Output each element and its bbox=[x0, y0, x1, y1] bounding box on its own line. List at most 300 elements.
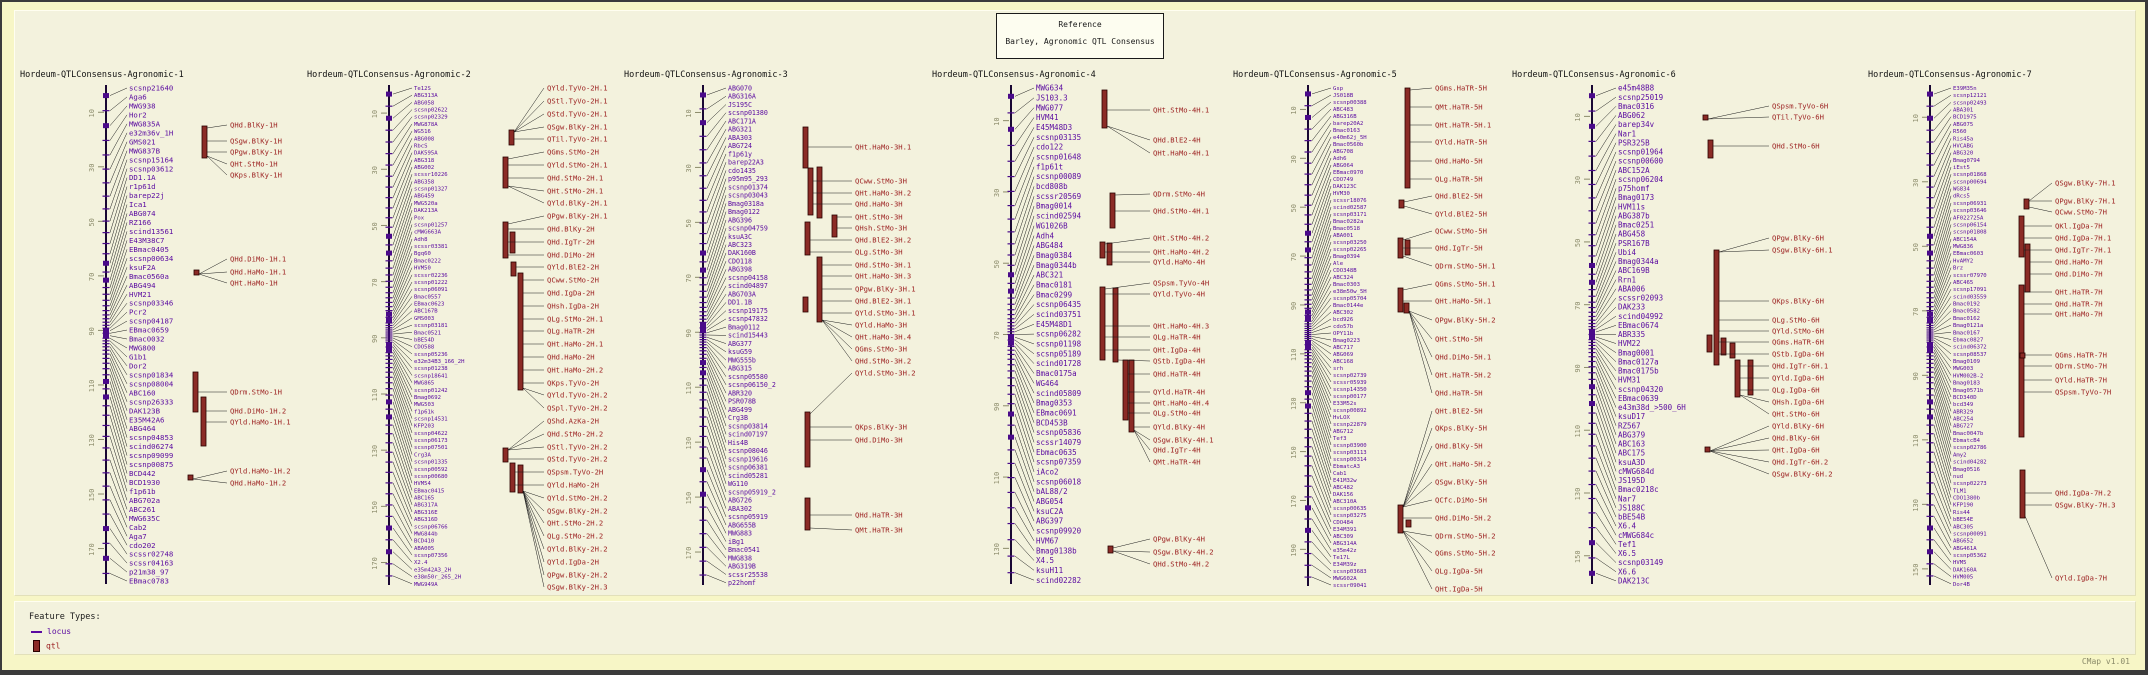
locus-label[interactable]: Bmac0299 bbox=[1036, 290, 1073, 300]
qtl-label[interactable]: QHt.HaTR-7H bbox=[2055, 287, 2103, 297]
locus-label[interactable]: scind06372 bbox=[1953, 344, 1987, 351]
qtl-point-marker[interactable] bbox=[2020, 353, 2025, 358]
locus-label[interactable]: E45M48D3 bbox=[1036, 122, 1073, 132]
locus-label[interactable]: scind15443 bbox=[728, 331, 768, 340]
locus-label[interactable]: DAK213A bbox=[414, 208, 438, 215]
qtl-label[interactable]: QYld.HaTR-7H bbox=[2055, 375, 2107, 385]
qtl-label[interactable]: QHd.HaMo-2H bbox=[547, 352, 595, 362]
qtl-bar[interactable] bbox=[2024, 199, 2029, 209]
qtl-label[interactable]: QLg.IgDa-5H bbox=[1435, 566, 1483, 576]
qtl-bar[interactable] bbox=[1100, 242, 1105, 258]
locus-label[interactable]: scssr05939 bbox=[1333, 379, 1367, 386]
locus-label[interactable]: scsnp02273 bbox=[1953, 481, 1987, 488]
qtl-label[interactable]: QYld.StMo-2H.2 bbox=[547, 493, 608, 503]
locus-label[interactable]: Ris44 bbox=[1953, 509, 1970, 516]
qtl-label[interactable]: QHd.DiMo-1H.1 bbox=[230, 254, 287, 264]
locus-label[interactable]: Nar7 bbox=[1618, 494, 1637, 504]
qtl-label[interactable]: QHt.IgDa-6H bbox=[1772, 445, 1820, 455]
locus-label[interactable]: ksuD17 bbox=[1618, 412, 1646, 422]
locus-label[interactable]: scsnp01808 bbox=[1953, 229, 1987, 236]
locus-label[interactable]: scsnp01868 bbox=[1953, 172, 1987, 179]
locus-label[interactable]: ABC302 bbox=[1333, 309, 1354, 316]
locus-label[interactable]: scind02594 bbox=[1036, 211, 1082, 221]
locus-label[interactable]: ABG315 bbox=[728, 364, 752, 373]
locus-label[interactable]: Bmac0557 bbox=[414, 294, 441, 301]
qtl-label[interactable]: QHd.HaMo-3H bbox=[855, 199, 903, 209]
locus-label[interactable]: HVM50 bbox=[414, 265, 431, 272]
qtl-label[interactable]: QDrm.StMo-7H bbox=[2055, 361, 2107, 371]
locus-label[interactable]: ABG702a bbox=[129, 495, 161, 505]
qtl-label[interactable]: QHd.DiMo-5H.2 bbox=[1435, 513, 1492, 523]
locus-label[interactable]: ABG712 bbox=[1333, 428, 1354, 435]
locus-label[interactable]: RbcS bbox=[414, 143, 428, 150]
locus-label[interactable]: scsnp01648 bbox=[1036, 152, 1082, 162]
qtl-bar[interactable] bbox=[503, 157, 508, 188]
locus-label[interactable]: scsnp04187 bbox=[129, 316, 174, 326]
locus-label[interactable]: ABG320 bbox=[1953, 150, 1974, 157]
qtl-label[interactable]: QYld.BlKy-6H bbox=[1772, 421, 1824, 431]
locus-label[interactable]: DAK213C bbox=[1618, 576, 1650, 586]
qtl-label[interactable]: QGms.StMo-5H.2 bbox=[1435, 548, 1496, 558]
qtl-label[interactable]: QSgw.BlKy-4H.2 bbox=[1153, 547, 1214, 557]
locus-label[interactable]: ksuA3D bbox=[1618, 457, 1646, 467]
locus-label[interactable]: scind02587 bbox=[1333, 204, 1367, 211]
locus-label[interactable]: Bmac0282a bbox=[1333, 218, 1364, 225]
locus-label[interactable]: Gsp bbox=[1333, 85, 1344, 92]
locus-label[interactable]: barep20A2 bbox=[1333, 120, 1364, 127]
locus-label[interactable]: JS195D bbox=[1618, 476, 1646, 486]
locus-label[interactable]: scsnp03646 bbox=[1953, 208, 1987, 215]
locus-label[interactable]: scsnp03043 bbox=[728, 191, 768, 200]
qtl-bar[interactable] bbox=[817, 257, 822, 322]
locus-label[interactable]: scsnp00892 bbox=[1333, 407, 1367, 414]
locus-label[interactable]: Tef1 bbox=[1618, 539, 1637, 549]
qtl-label[interactable]: QHd.DiMo-5H.1 bbox=[1435, 352, 1492, 362]
locus-label[interactable]: E43M38C7 bbox=[129, 235, 165, 245]
locus-label[interactable]: Crg3A bbox=[414, 452, 431, 459]
locus-label[interactable]: CDO118 bbox=[728, 257, 752, 266]
locus-label[interactable]: scsnp22879 bbox=[1333, 421, 1367, 428]
qtl-label[interactable]: QPgw.BlKy-1H bbox=[230, 147, 282, 157]
locus-label[interactable]: Bmag0121a bbox=[1953, 323, 1984, 330]
locus-label[interactable]: Bmag0571b bbox=[1953, 387, 1984, 394]
locus-label[interactable]: EbmatcA3 bbox=[1333, 463, 1360, 470]
qtl-label[interactable]: QYld.HaMo-1H.1 bbox=[230, 417, 291, 427]
qtl-label[interactable]: QHd.StMo-3H.2 bbox=[855, 356, 912, 366]
qtl-label[interactable]: QYld.IgDa-7H bbox=[2055, 573, 2107, 583]
locus-label[interactable]: scsnp12121 bbox=[1953, 93, 1987, 100]
locus-label[interactable]: MWG635C bbox=[129, 513, 161, 523]
locus-label[interactable]: HVM30 bbox=[1333, 190, 1350, 197]
locus-label[interactable]: HVM54 bbox=[414, 481, 431, 488]
qtl-bar[interactable] bbox=[518, 273, 523, 390]
locus-label[interactable]: ABG062 bbox=[1618, 111, 1646, 121]
locus-label[interactable]: WG1026B bbox=[1036, 221, 1068, 231]
qtl-label[interactable]: QHt.HaMo-3H.3 bbox=[855, 271, 912, 281]
locus-label[interactable]: scsnp07359 bbox=[1036, 457, 1082, 467]
locus-label[interactable]: scsnp03900 bbox=[1333, 442, 1367, 449]
locus-label[interactable]: scsnp06931 bbox=[1953, 200, 1987, 207]
locus-label[interactable]: Cab2 bbox=[129, 522, 147, 532]
locus-label[interactable]: ABR320 bbox=[728, 389, 752, 398]
qtl-bar[interactable] bbox=[1721, 338, 1726, 355]
locus-label[interactable]: scsnp02622 bbox=[414, 107, 448, 114]
locus-label[interactable]: ABG317A bbox=[414, 502, 438, 509]
qtl-label[interactable]: QSpsm.TyVo-7H bbox=[2055, 387, 2112, 397]
locus-label[interactable]: Adh6 bbox=[1333, 155, 1347, 162]
qtl-label[interactable]: QHt.HaMo-2H.2 bbox=[547, 365, 604, 375]
locus-label[interactable]: BCD1930 bbox=[129, 478, 161, 488]
locus-label[interactable]: ABG318 bbox=[414, 157, 435, 164]
locus-label[interactable]: ABG726 bbox=[728, 496, 752, 505]
locus-label[interactable]: scsnp06282 bbox=[1036, 329, 1082, 339]
locus-label[interactable]: srh bbox=[1333, 365, 1344, 372]
qtl-label[interactable]: QLg.HaTR-2H bbox=[547, 326, 595, 336]
locus-label[interactable]: ABC169B bbox=[1618, 266, 1650, 276]
locus-label[interactable]: scsnp05836 bbox=[1036, 428, 1082, 438]
locus-label[interactable]: scsnp01242 bbox=[414, 387, 448, 394]
locus-label[interactable]: scind05281 bbox=[728, 471, 768, 480]
locus-label[interactable]: MWG003 bbox=[1953, 366, 1974, 373]
locus-label[interactable]: ABG069 bbox=[1333, 351, 1354, 358]
locus-label[interactable]: bBE54B bbox=[1618, 512, 1646, 522]
locus-label[interactable]: Aga6 bbox=[129, 92, 147, 102]
qtl-bar[interactable] bbox=[2019, 285, 2024, 437]
locus-label[interactable]: ABG074 bbox=[129, 209, 156, 219]
locus-label[interactable]: scsnp04622 bbox=[414, 430, 448, 437]
qtl-label[interactable]: QGms.StMo-2H bbox=[547, 147, 599, 157]
locus-label[interactable]: scsnp09920 bbox=[1036, 526, 1082, 536]
locus-label[interactable]: DAK233 bbox=[1618, 302, 1646, 312]
locus-label[interactable]: ABC168 bbox=[1333, 358, 1354, 365]
locus-label[interactable]: bcd808b bbox=[1036, 182, 1068, 192]
locus-label[interactable]: MWG844b bbox=[414, 531, 438, 538]
qtl-point-marker[interactable] bbox=[1705, 447, 1710, 452]
qtl-bar[interactable] bbox=[1405, 240, 1410, 255]
qtl-bar[interactable] bbox=[510, 232, 515, 253]
locus-label[interactable]: Bmag0001 bbox=[1618, 348, 1655, 358]
locus-label[interactable]: BCD1975 bbox=[1953, 114, 1977, 121]
locus-label[interactable]: BCD442 bbox=[129, 469, 156, 479]
locus-label[interactable]: E33M52s bbox=[1333, 400, 1357, 407]
locus-label[interactable]: scsnp00635 bbox=[1333, 505, 1367, 512]
locus-label[interactable]: WG464 bbox=[1036, 378, 1059, 388]
locus-label[interactable]: ksuG59 bbox=[728, 348, 752, 357]
locus-label[interactable]: ABC261 bbox=[129, 504, 156, 514]
qtl-label[interactable]: QPgw.BlKy-2H.2 bbox=[547, 570, 608, 580]
locus-label[interactable]: Rrn1 bbox=[1618, 275, 1637, 285]
qtl-label[interactable]: QLg.StMo-6H bbox=[1772, 315, 1820, 325]
locus-label[interactable]: scsnp01834 bbox=[129, 370, 174, 380]
locus-label[interactable]: e35m42z bbox=[1333, 547, 1357, 554]
locus-label[interactable]: nud bbox=[1953, 473, 1964, 480]
locus-label[interactable]: Bmac0127a bbox=[1618, 357, 1659, 367]
locus-label[interactable]: DAK595A bbox=[414, 150, 438, 157]
locus-label[interactable]: HVM22 bbox=[1618, 339, 1641, 349]
qtl-label[interactable]: QYld.IgDa-6H bbox=[1772, 373, 1824, 383]
locus-label[interactable]: HVM002B-2 bbox=[1953, 373, 1984, 380]
locus-label[interactable]: MWG520a bbox=[414, 200, 438, 207]
locus-label[interactable]: scsnp00089 bbox=[1036, 172, 1082, 182]
qtl-label[interactable]: QLg.IgDa-6H bbox=[1772, 385, 1820, 395]
locus-label[interactable]: scsnp04853 bbox=[129, 433, 174, 443]
locus-label[interactable]: R560 bbox=[1953, 129, 1967, 136]
locus-label[interactable]: dRcs5 bbox=[1953, 193, 1970, 200]
locus-label[interactable]: scsnp00600 bbox=[1618, 156, 1664, 166]
locus-label[interactable]: scsnp03275 bbox=[1333, 512, 1367, 519]
qtl-label[interactable]: QHsh.IgDa-6H bbox=[1772, 397, 1824, 407]
locus-label[interactable]: ABG321 bbox=[728, 125, 752, 134]
locus-label[interactable]: ABG064 bbox=[1333, 162, 1354, 169]
locus-label[interactable]: ABG316B bbox=[1333, 113, 1357, 120]
locus-label[interactable]: scsnp26333 bbox=[129, 397, 174, 407]
qtl-label[interactable]: QYld.TyVo-2H.1 bbox=[547, 83, 608, 93]
locus-label[interactable]: E34M39z bbox=[1333, 561, 1357, 568]
locus-label[interactable]: scind02282 bbox=[1036, 575, 1082, 585]
locus-label[interactable]: ABC321 bbox=[1036, 270, 1064, 280]
locus-label[interactable]: scsnp01964 bbox=[1618, 147, 1664, 157]
qtl-bar[interactable] bbox=[1398, 288, 1403, 312]
locus-label[interactable]: BCD410 bbox=[414, 538, 435, 545]
locus-label[interactable]: scsnp02739 bbox=[1333, 372, 1367, 379]
qtl-label[interactable]: QPgw.BlKy-2H.1 bbox=[547, 211, 608, 221]
locus-label[interactable]: Adh4 bbox=[1036, 231, 1055, 241]
locus-label[interactable]: scsnp05919 bbox=[728, 513, 768, 522]
locus-label[interactable]: scsnp01198 bbox=[1036, 339, 1082, 349]
locus-label[interactable]: scind04992 bbox=[1618, 311, 1664, 321]
locus-label[interactable]: scind03751 bbox=[1036, 310, 1082, 320]
qtl-bar[interactable] bbox=[1110, 193, 1115, 228]
qtl-label[interactable]: QKps.BlKy-1H bbox=[230, 170, 282, 180]
locus-label[interactable]: scsnp01222 bbox=[414, 279, 448, 286]
locus-label[interactable]: scsnp00680 bbox=[414, 473, 448, 480]
locus-label[interactable]: e40m62j_5H bbox=[1333, 134, 1367, 141]
locus-label[interactable]: E35M42A6 bbox=[129, 415, 165, 425]
qtl-label[interactable]: QSgw.BlKy-2H.3 bbox=[547, 582, 608, 592]
locus-label[interactable]: ABG398 bbox=[728, 265, 752, 274]
qtl-label[interactable]: QLg.StMo-3H bbox=[855, 247, 903, 257]
qtl-label[interactable]: QHd.DiMo-1H.2 bbox=[230, 406, 287, 416]
locus-label[interactable]: scsnp05580 bbox=[728, 372, 768, 381]
locus-label[interactable]: KFP190 bbox=[1953, 502, 1974, 509]
locus-label[interactable]: scsnp06091 bbox=[414, 287, 448, 294]
qtl-label[interactable]: QStd.TyVo-2H.2 bbox=[547, 454, 608, 464]
qtl-label[interactable]: QKl.IgDa-7H bbox=[2055, 221, 2103, 231]
locus-label[interactable]: scsnp18641 bbox=[414, 373, 448, 380]
locus-label[interactable]: cMWG663A bbox=[414, 229, 441, 236]
locus-label[interactable]: DD1.1A bbox=[129, 173, 156, 183]
qtl-label[interactable]: QKps.BlKy-5H bbox=[1435, 423, 1487, 433]
locus-label[interactable]: Dor2 bbox=[129, 361, 147, 371]
locus-label[interactable]: HvAMY2 bbox=[1953, 258, 1974, 265]
qtl-label[interactable]: QYld.BlKy-2H.1 bbox=[547, 198, 608, 208]
locus-label[interactable]: Bmac0163 bbox=[1333, 127, 1360, 134]
qtl-label[interactable]: QHd.IgTr-6H.1 bbox=[1772, 361, 1829, 371]
locus-label[interactable]: Ebmac0827 bbox=[1953, 337, 1984, 344]
locus-label[interactable]: e32m34B3_166_2H bbox=[414, 359, 465, 366]
qtl-label[interactable]: QHd.BlKy-5H bbox=[1435, 441, 1483, 451]
qtl-label[interactable]: QHd.HaTR-3H bbox=[855, 510, 903, 520]
locus-label[interactable]: X6.5 bbox=[1618, 549, 1637, 559]
locus-label[interactable]: scsnp07501 bbox=[414, 445, 448, 452]
qtl-bar[interactable] bbox=[202, 126, 207, 158]
locus-label[interactable]: cMWG684c bbox=[1618, 530, 1655, 540]
qtl-point-marker[interactable] bbox=[188, 475, 193, 480]
locus-label[interactable]: JS103.3 bbox=[1036, 93, 1068, 103]
qtl-label[interactable]: QHd.BlKy-2H bbox=[547, 224, 595, 234]
locus-label[interactable]: barep22j bbox=[129, 191, 165, 201]
qtl-label[interactable]: QCww.StMo-7H bbox=[2055, 207, 2107, 217]
locus-label[interactable]: Bmag0384 bbox=[1036, 250, 1073, 260]
locus-label[interactable]: scsnp21640 bbox=[129, 83, 174, 93]
locus-label[interactable]: E34M391 bbox=[1333, 526, 1357, 533]
qtl-label[interactable]: QSgw.BlKy-5H bbox=[1435, 477, 1487, 487]
qtl-label[interactable]: QHd.HaTR-5H bbox=[1435, 388, 1483, 398]
locus-label[interactable]: iEst5 bbox=[1953, 165, 1970, 172]
qtl-label[interactable]: QHd.BlE2-3H.1 bbox=[855, 296, 912, 306]
locus-label[interactable]: e32m36v_1H bbox=[129, 128, 174, 138]
locus-label[interactable]: EBmac0623 bbox=[414, 301, 445, 308]
locus-label[interactable]: scsnp04759 bbox=[728, 224, 768, 233]
locus-label[interactable]: scsnp00388 bbox=[1333, 99, 1367, 106]
locus-label[interactable]: Bmag0344b bbox=[1036, 260, 1077, 270]
qtl-point-marker[interactable] bbox=[194, 270, 199, 275]
locus-label[interactable]: scssr02236 bbox=[414, 272, 448, 279]
locus-label[interactable]: scsnp03814 bbox=[728, 422, 768, 431]
locus-label[interactable]: Bmac0316 bbox=[1618, 101, 1655, 111]
qtl-bar[interactable] bbox=[1100, 287, 1105, 360]
locus-label[interactable]: Cab1 bbox=[1333, 470, 1347, 477]
locus-label[interactable]: scsnp00875 bbox=[129, 460, 174, 470]
qtl-label[interactable]: QHt.StMo-5H bbox=[1435, 334, 1483, 344]
locus-label[interactable]: Dor4B bbox=[1953, 581, 1970, 588]
locus-label[interactable]: ABC254 bbox=[1953, 416, 1974, 423]
qtl-label[interactable]: QCww.StMo-3H bbox=[855, 176, 907, 186]
qtl-bar[interactable] bbox=[805, 222, 810, 255]
locus-label[interactable]: PSR078B bbox=[728, 397, 756, 406]
locus-label[interactable]: ABC717 bbox=[1333, 344, 1354, 351]
locus-label[interactable]: Ica1 bbox=[129, 200, 147, 210]
locus-label[interactable]: ABC324 bbox=[1333, 274, 1354, 281]
qtl-label[interactable]: QLg.StMo-2H.2 bbox=[547, 531, 604, 541]
locus-label[interactable]: scsnp00091 bbox=[1953, 531, 1987, 538]
locus-label[interactable]: scsnp03683 bbox=[1333, 568, 1367, 575]
locus-label[interactable]: iAco2 bbox=[1036, 467, 1059, 477]
locus-label[interactable]: scsnp47832 bbox=[728, 315, 768, 324]
locus-label[interactable]: scsnp00592 bbox=[414, 466, 448, 473]
qtl-label[interactable]: QHd.DiMo-2H bbox=[547, 250, 595, 260]
qtl-bar[interactable] bbox=[518, 465, 523, 493]
qtl-label[interactable]: QCfc.DiMo-5H bbox=[1435, 495, 1487, 505]
qtl-point-marker[interactable] bbox=[1703, 115, 1708, 120]
locus-label[interactable]: Bmac0518 bbox=[1333, 225, 1360, 232]
qtl-bar[interactable] bbox=[511, 262, 516, 276]
locus-label[interactable]: scssr18076 bbox=[1333, 197, 1367, 204]
qtl-label[interactable]: QSpsm.TyVo-4H bbox=[1153, 278, 1210, 288]
locus-label[interactable]: MWG634 bbox=[1036, 83, 1064, 93]
locus-label[interactable]: HVM005 bbox=[1953, 574, 1974, 581]
locus-label[interactable]: MWG838 bbox=[728, 554, 752, 563]
locus-label[interactable]: ABC305 bbox=[1953, 524, 1974, 531]
locus-label[interactable]: scsnp01238 bbox=[414, 366, 448, 373]
locus-label[interactable]: HVCABG bbox=[1953, 143, 1974, 150]
locus-label[interactable]: E39M35n bbox=[1953, 85, 1977, 92]
locus-label[interactable]: ABG461A bbox=[1953, 545, 1977, 552]
locus-label[interactable]: G1b1 bbox=[129, 352, 147, 362]
locus-label[interactable]: scssr03381 bbox=[414, 244, 448, 251]
locus-label[interactable]: scsnp05362 bbox=[1953, 553, 1987, 560]
qtl-label[interactable]: QSgw.BlKy-1H bbox=[230, 136, 282, 146]
locus-label[interactable]: ABG397 bbox=[1036, 516, 1064, 526]
qtl-bar[interactable] bbox=[1406, 520, 1411, 527]
locus-label[interactable]: EBmac0659 bbox=[129, 325, 169, 335]
qtl-bar[interactable] bbox=[1108, 546, 1113, 553]
locus-label[interactable]: Bmac0218c bbox=[1618, 485, 1659, 495]
locus-label[interactable]: MWG837B bbox=[129, 146, 161, 156]
locus-label[interactable]: MWG077 bbox=[1036, 103, 1064, 113]
locus-label[interactable]: f1p61k bbox=[414, 409, 435, 416]
locus-label[interactable]: scind04282 bbox=[1953, 459, 1987, 466]
qtl-label[interactable]: QYld.StMo-2H.1 bbox=[547, 160, 608, 170]
qtl-bar[interactable] bbox=[1123, 360, 1128, 420]
locus-label[interactable]: e35m42A3_2H bbox=[414, 567, 452, 574]
locus-label[interactable]: scsnp17091 bbox=[1953, 287, 1987, 294]
qtl-label[interactable]: QHd.DiMo-7H bbox=[2055, 269, 2103, 279]
locus-label[interactable]: HvLOX bbox=[1333, 414, 1350, 421]
locus-label[interactable]: p21m38_97 bbox=[129, 567, 169, 577]
locus-label[interactable]: Brz bbox=[1953, 265, 1964, 272]
locus-label[interactable]: KFP203 bbox=[414, 423, 435, 430]
qtl-bar[interactable] bbox=[193, 372, 198, 412]
qtl-label[interactable]: QSgw.BlKy-2H.2 bbox=[547, 506, 608, 516]
qtl-label[interactable]: QStd.TyVo-2H.1 bbox=[547, 109, 608, 119]
map-title[interactable]: Hordeum-QTLConsensus-Agronomic-3 bbox=[624, 70, 788, 80]
locus-label[interactable]: Bmac0251 bbox=[1618, 220, 1655, 230]
qtl-label[interactable]: QYld.StMo-3H.2 bbox=[855, 368, 916, 378]
qtl-label[interactable]: QYld.StMo-6H bbox=[1772, 326, 1824, 336]
locus-label[interactable]: DAK160B bbox=[728, 249, 756, 258]
locus-label[interactable]: Pox bbox=[414, 215, 425, 222]
qtl-label[interactable]: QHd.IgTr-2H bbox=[547, 237, 595, 247]
locus-label[interactable]: scind03559 bbox=[1953, 294, 1987, 301]
locus-label[interactable]: Bmac0560b bbox=[1333, 141, 1364, 148]
qtl-label[interactable]: QMt.HaTR-3H bbox=[855, 525, 903, 535]
locus-label[interactable]: ABG054 bbox=[1036, 497, 1064, 507]
qtl-label[interactable]: QHt.StMo-2H.1 bbox=[547, 186, 604, 196]
qtl-label[interactable]: QHt.IgDa-5H bbox=[1435, 584, 1483, 594]
locus-label[interactable]: MWG938 bbox=[129, 101, 156, 111]
locus-label[interactable]: ABG075 bbox=[1953, 121, 1974, 128]
locus-label[interactable]: scsnp03181 bbox=[414, 323, 448, 330]
locus-label[interactable]: scsnp01380 bbox=[728, 109, 768, 118]
qtl-label[interactable]: QHd.BlE2-4H bbox=[1153, 135, 1201, 145]
qtl-label[interactable]: QHt.HaTR-5H.1 bbox=[1435, 120, 1492, 130]
qtl-label[interactable]: QHt.StMo-6H bbox=[1772, 409, 1820, 419]
qtl-label[interactable]: QYld.HaTR-4H bbox=[1153, 387, 1205, 397]
qtl-label[interactable]: QKps.BlKy-3H bbox=[855, 422, 907, 432]
locus-label[interactable]: BCD453B bbox=[1036, 418, 1068, 428]
locus-label[interactable]: f1p61b bbox=[129, 486, 156, 496]
qtl-label[interactable]: QHt.StMo-1H bbox=[230, 159, 278, 169]
locus-label[interactable]: Bmac0582 bbox=[1953, 308, 1980, 315]
locus-label[interactable]: Bmag0109 bbox=[1953, 359, 1980, 366]
locus-label[interactable]: scind01728 bbox=[1036, 359, 1082, 369]
qtl-label[interactable]: QHd.HaMo-5H bbox=[1435, 156, 1483, 166]
qtl-bar[interactable] bbox=[1404, 303, 1409, 313]
locus-label[interactable]: Hor2 bbox=[129, 110, 147, 120]
locus-label[interactable]: DAK123C bbox=[1333, 183, 1357, 190]
locus-label[interactable]: scssr02093 bbox=[1618, 293, 1664, 303]
